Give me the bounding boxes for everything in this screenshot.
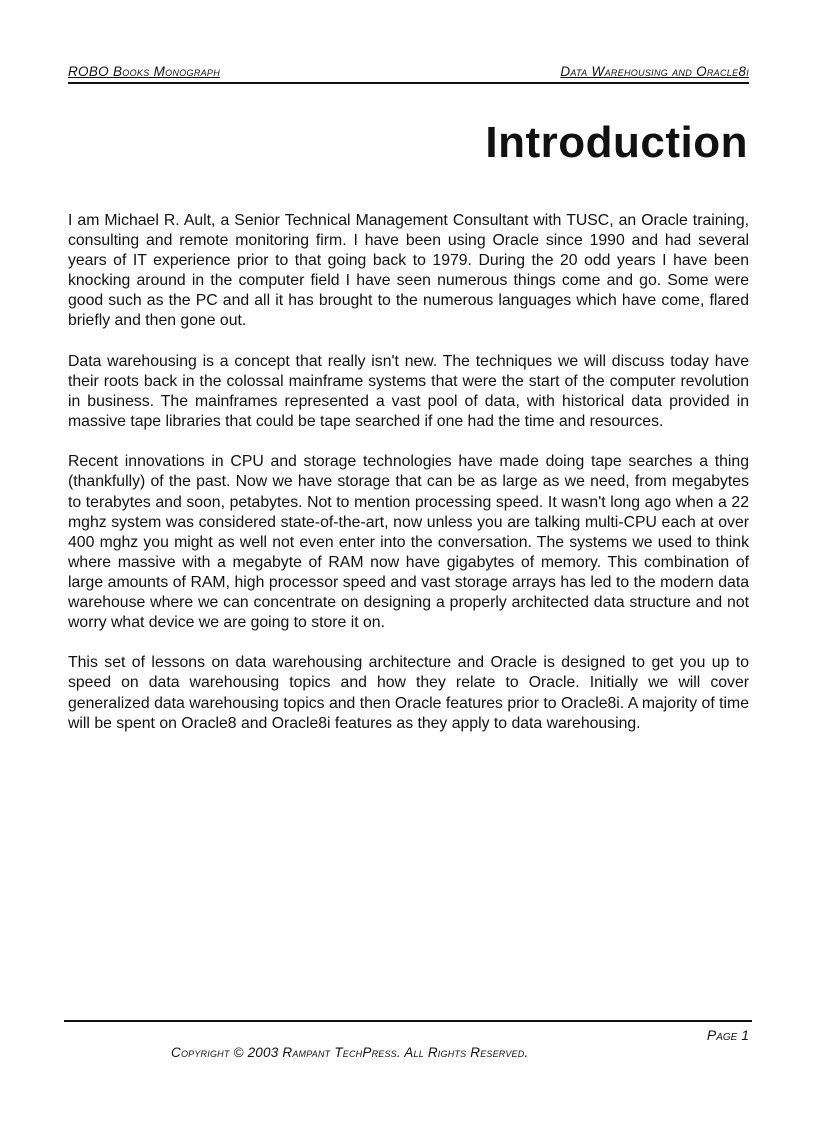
paragraph-4: This set of lessons on data warehousing architecture and Oracle is designed to get you up to speed on data warehousing topics and how they relate to Oracle. Initially we will cover generalized data warehousing topics and then Oracle features prior to Oracle8i. A majority of time will be spent on Oracle8 and Oracle8i features as they apply to data warehousing. <box>68 654 749 732</box>
running-header <box>68 62 749 84</box>
paragraph-2: Data warehousing is a concept that really isn't new. The techniques we will discuss today have their roots back in the colossal mainframe systems that were the start of the computer revolution in business. The mainframes represented a vast pool of data, with historical data provided in massive tape libraries that could be tape searched if one had the time and resources. <box>68 352 749 431</box>
header-series-title: ROBO Books Monograph <box>68 64 221 79</box>
footer-divider <box>64 1020 752 1022</box>
page-number: Page 1 <box>706 1027 749 1043</box>
paragraph-3: Recent innovations in CPU and storage technologies have made doing tape searches a thing (thankfully) of the past. Now we have storage that can be as large as we need, from megabytes to terabytes and soon, petabytes. Not to mention processing speed. It wasn't long ago when a 22 mghz system was considered state-of-the-art, now unless you are talking multi-CPU each at over 400 mghz you might as well not even enter into the conversation. The systems we used to think where massive with a megabyte of RAM now have gigabytes of memory. This combination of large amounts of RAM, high processor speed and vast storage arrays has led to the modern data warehouse where we can concentrate on designing a properly architected data structure and not worry what device we are going to store it on. <box>68 453 749 632</box>
header-book-title: Data Warehousing and Oracle8i <box>560 64 749 79</box>
chapter-title: Introduction <box>485 118 748 167</box>
copyright-notice: Copyright © 2003 Rampant TechPress. All Rights Reserved. <box>171 1045 529 1060</box>
body-text <box>68 211 749 754</box>
paragraph-1: I am Michael R. Ault, a Senior Technical Management Consultant with TUSC, an Oracle training, consulting and remote monitoring firm. I have been using Oracle since 1990 and had several years of IT experience prior to that going back to 1979. During the 20 odd years I have been knocking around in the computer field I have seen numerous things come and go. Some were good such as the PC and all it has brought to the numerous languages which have come, flared briefly and then gone out. <box>68 212 749 330</box>
